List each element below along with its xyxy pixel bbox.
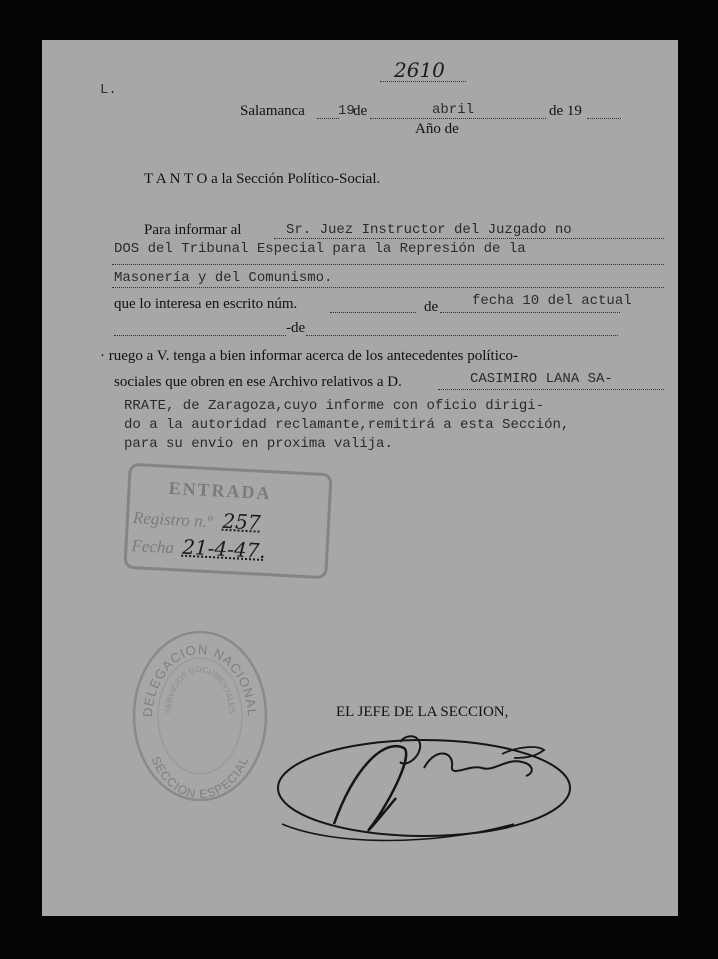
de-label-3: de [424, 299, 439, 315]
handwritten-signature [274, 728, 574, 848]
day-value: 19 [338, 103, 355, 119]
ruego-text: ruego a V. tenga a bien informar acerca de los antecedentes político- [108, 348, 519, 364]
stamp-registro-label: Registro n.º [132, 508, 213, 532]
reference-line-right [306, 335, 618, 336]
escrito-number-line [330, 312, 416, 313]
de-label-4: -de [286, 320, 306, 336]
de-label-1: de [353, 103, 368, 119]
year-prefix: de 19 [549, 103, 582, 119]
tanto-rest: a la Sección Político-Social. [211, 171, 381, 187]
svg-text:SERVICIOS DOCUMENTALES [163, 665, 237, 714]
person-name: CASIMIRO LANA SA- [470, 371, 613, 387]
escrito-label: que lo interesa en escrito núm. [114, 296, 298, 312]
addressee-line-2 [112, 264, 664, 265]
reference-underline [380, 81, 466, 82]
year-label: Año de [415, 121, 459, 137]
body-line-1: RRATE, de Zaragoza,cuyo informe con oficio dirigi- [124, 398, 545, 414]
seal-inner-text: SERVICIOS DOCUMENTALES [163, 664, 237, 714]
svg-text:SECCION ESPECIAL [149, 754, 252, 801]
tanto-word: T A N T O [144, 171, 208, 187]
reference-line-left [114, 335, 286, 336]
addressee-line-3 [112, 287, 664, 288]
escrito-date-value: fecha 10 del actual [472, 293, 632, 309]
seal-outer-text: DELEGACION NACIONAL [139, 641, 261, 718]
document-letter: L. [100, 82, 117, 98]
signature-label: EL JEFE DE LA SECCION, [336, 704, 509, 720]
month-line [370, 118, 546, 119]
ruego-line: · ruego a V. tenga a bien informar acerca de los antecedentes político- [100, 348, 519, 364]
stamp-fecha-row [131, 532, 266, 563]
body-line-3: para su envio en proxima valija. [124, 436, 393, 452]
stamp-fecha-value: 21-4-47. [181, 534, 267, 563]
stamp-registro-row [133, 504, 262, 535]
addressee-line-2-text: DOS del Tribunal Especial para la Represión de la [114, 241, 526, 257]
official-seal [130, 628, 270, 803]
addressee-line-1-text: Sr. Juez Instructor del Juzgado no [286, 222, 572, 238]
name-line [438, 389, 664, 390]
para-informar-label: Para informar al [144, 222, 242, 238]
addressee-line-3-text: Masonería y del Comunismo. [114, 270, 333, 286]
stamp-fecha-label: Fecha [131, 536, 175, 558]
dots-1 [317, 118, 339, 119]
stamp-registro-value: 257 [221, 508, 262, 535]
document-page [42, 40, 678, 916]
body-line-2: do a la autoridad reclamante,remitirá a esta Sección, [124, 417, 570, 433]
addressee-line-1 [274, 238, 664, 239]
year-line [587, 118, 621, 119]
entrada-stamp [123, 463, 332, 580]
escrito-date-line [440, 312, 620, 313]
month-value: abril [432, 102, 475, 118]
sociales-text: sociales que obren en ese Archivo relativos a D. [114, 374, 402, 390]
tanto-label [144, 171, 380, 188]
place-label: Salamanca [240, 103, 305, 119]
seal-bottom-text: SECCION ESPECIAL [148, 754, 252, 802]
stamp-title: ENTRADA [168, 477, 273, 504]
reference-number: 2610 [394, 58, 445, 82]
de-label-4-text: de [291, 320, 306, 336]
